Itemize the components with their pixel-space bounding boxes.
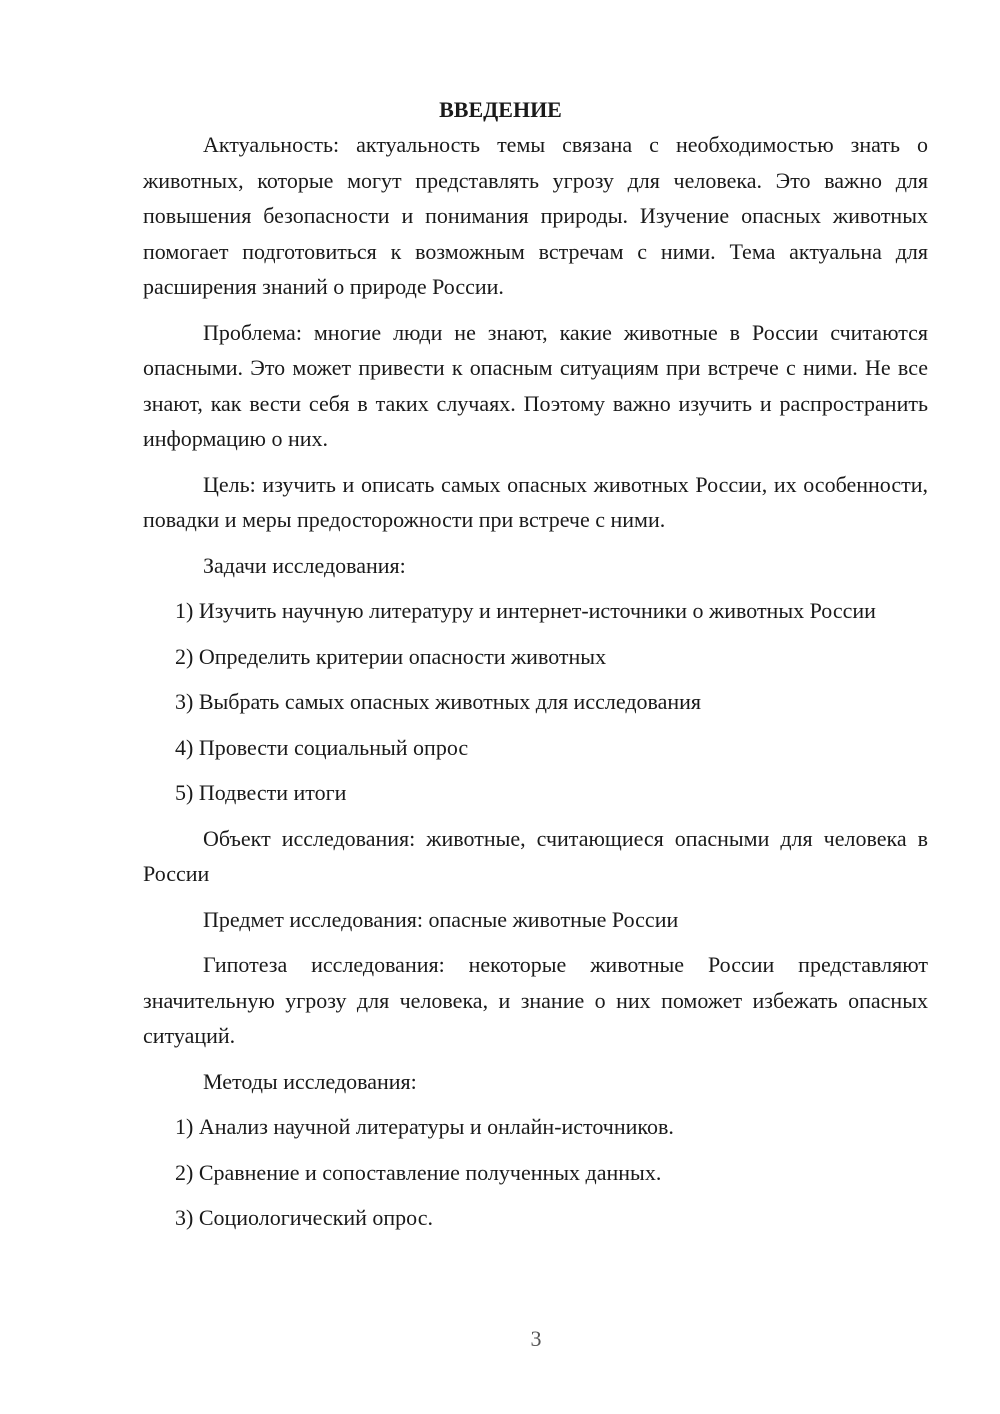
- task-item-4: 4) Провести социальный опрос: [175, 734, 469, 760]
- method-item-3: 3) Социологический опрос.: [175, 1205, 433, 1230]
- tasks-heading: Задачи исследования:: [203, 552, 406, 578]
- object-paragraph: Объект исследования: животные, считающиеся опасными для человека в России: [143, 825, 928, 886]
- section-title: ВВЕДЕНИЕ: [439, 97, 562, 122]
- task-item-5: 5) Подвести итоги: [175, 780, 347, 805]
- problem-paragraph: Проблема: многие люди не знают, какие животные в России считаются опасными. Это может привести к опасным ситуациям при встрече с ними. Не все знают, как вести себя в таких случаях. Поэтому важно изучить и распространить информацию о них.: [143, 319, 928, 451]
- document-page: [143, 92, 928, 1246]
- page-number: 3: [530, 1326, 542, 1351]
- hypothesis-paragraph: Гипотеза исследования: некоторые животные России представляют значительную угрозу для человека, и знание о них поможет избежать опасных ситуаций.: [143, 952, 928, 1048]
- task-item-2: 2) Определить критерии опасности животных: [175, 643, 607, 669]
- subject-paragraph: Предмет исследования: опасные животные России: [203, 906, 679, 932]
- method-item-2: 2) Сравнение и сопоставление полученных данных.: [175, 1159, 662, 1185]
- methods-heading: Методы исследования:: [203, 1068, 417, 1094]
- task-item-3: 3) Выбрать самых опасных животных для исследования: [175, 689, 702, 714]
- goal-paragraph: Цель: изучить и описать самых опасных животных России, их особенности, повадки и меры предосторожности при встрече с ними.: [143, 471, 928, 532]
- method-item-1: 1) Анализ научной литературы и онлайн-источников.: [175, 1114, 674, 1139]
- task-item-1: 1) Изучить научную литературу и интернет-источники о животных России: [175, 598, 876, 623]
- relevance-paragraph: Актуальность: актуальность темы связана с необходимостью знать о животных, которые могут представлять угрозу для человека. Это важно для повышения безопасности и понимания природы. Изучение опасных животных помогает подготовиться к возможным встречам с ними. Тема актуальна для расширения знаний о природе России.: [143, 132, 928, 299]
